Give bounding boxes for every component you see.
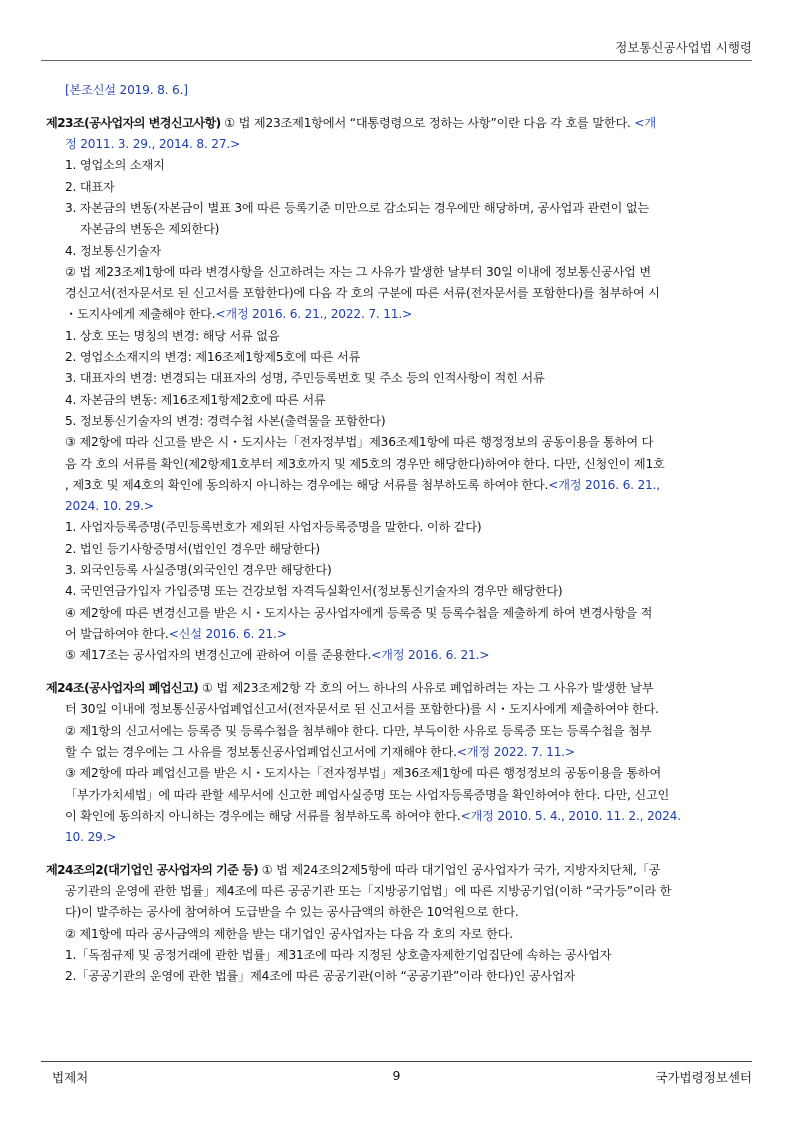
list-item: 1. 사업자등록증명(주민등록번호가 제외된 사업자등록증명을 말한다. 이하 같다)	[65, 520, 482, 535]
article-24-2-paragraph-2: ② 제1항에 따라 공사금액의 제한을 받는 대기업인 공사업자는 다음 각 호의 자로 한다.	[65, 926, 513, 941]
article-23-paragraph-2-cont: 경신고서(전자문서로 된 신고서를 포함한다)에 다음 각 호의 구분에 따른 서류(전자문서를 포함한다)를 첨부하여 시	[65, 286, 660, 301]
list-item: 4. 자본금의 변동: 제16조제1항제2호에 따른 서류	[65, 392, 326, 407]
list-item: 1.「독점규제 및 공정거래에 관한 법률」제31조에 따라 지정된 상호출자제한기업집단에 속하는 공사업자	[65, 948, 612, 963]
amendment-note: <신설 2016. 6. 21.>	[168, 626, 287, 641]
amendment-note: <개정 2016. 6. 21., 2022. 7. 11.>	[215, 307, 413, 322]
amendment-note: <개	[634, 115, 656, 130]
amendment-note: 10. 29.>	[65, 830, 117, 845]
article-24-paragraph-3: ③ 제2항에 따라 폐업신고를 받은 시・도지사는「전자정부법」제36조제1항에 따른 행정정보의 공동이용을 통하여	[65, 766, 662, 781]
footer-publisher: 국가법령정보센터	[655, 1070, 752, 1085]
paragraph-text: ・도지사에게 제출해야 한다.	[65, 307, 216, 322]
amendment-note: <개정 2010. 5. 4., 2010. 11. 2., 2024.	[460, 808, 681, 823]
article-24-2-paragraph-1-cont: 공기관의 운영에 관한 법률」제4조에 따른 공공기관 또는「지방공기업법」에 따른 지방공기업(이하 “국가등”이라 한	[65, 884, 672, 899]
amendment-note: <개정 2022. 7. 11.>	[456, 744, 575, 759]
article-23-paragraph-5	[46, 645, 756, 666]
article-23-heading: 제23조(공사업자의 변경신고사항)	[46, 115, 221, 130]
article-24-heading: 제24조(공사업자의 폐업신고)	[46, 681, 199, 696]
article-23-paragraph-2-cont	[46, 304, 756, 325]
list-item: 4. 국민연금가입자 가입증명 또는 건강보험 자격득실확인서(정보통신기술자의 경우만 해당한다)	[65, 584, 563, 599]
article-24-paragraph-2-cont	[46, 742, 756, 763]
list-item: 3. 자본금의 변동(자본금이 별표 3에 따른 등록기준 미만으로 감소되는 경우에만 해당하며, 공사업과 관련이 없는	[65, 200, 649, 215]
article-23-paragraph-4-cont	[46, 624, 756, 645]
list-item: 2. 법인 등기사항증명서(법인인 경우만 해당한다)	[65, 541, 320, 556]
article-24-2-paragraph-1	[46, 860, 756, 881]
amendment-note: 2024. 10. 29.>	[65, 499, 154, 514]
list-item: 3. 대표자의 변경: 변경되는 대표자의 성명, 주민등록번호 및 주소 등의 인적사항이 적힌 서류	[65, 371, 545, 386]
paragraph-text: , 제3호 및 제4호의 확인에 동의하지 아니하는 경우에는 해당 서류를 첨부하도록 하여야 한다.	[65, 477, 549, 492]
article-24-paragraph-3-cont	[46, 806, 756, 827]
article-23-paragraph-3: ③ 제2항에 따라 신고를 받은 시・도지사는「전자정부법」제36조제1항에 따른 행정정보의 공동이용을 통하여 다	[65, 435, 654, 450]
paragraph-text: 이 확인에 동의하지 아니하는 경우에는 해당 서류를 첨부하도록 하여야 한다.	[65, 808, 461, 823]
article-note: [본조신설 2019. 8. 6.]	[65, 83, 188, 97]
header-divider	[41, 60, 752, 61]
list-item: 5. 정보통신기술자의 변경: 경력수첩 사본(출력물을 포함한다)	[65, 413, 386, 428]
footer-divider	[41, 1061, 752, 1062]
list-item: 2. 대표자	[65, 179, 115, 194]
article-24-paragraph-2: ② 제1항의 신고서에는 등록증 및 등록수첩을 첨부해야 한다. 다만, 부득이한 사유로 등록증 또는 등록수첩을 첨부	[65, 723, 652, 738]
article-24-paragraph-1-cont: 터 30일 이내에 정보통신공사업폐업신고서(전자문서로 된 신고서를 포함한다)를 시・도지사에게 제출하여야 한다.	[65, 702, 659, 717]
article-24-paragraph-3-cont: 「부가가치세법」에 따라 관할 세무서에 신고한 폐업사실증명 또는 사업자등록증명을 확인하여야 한다. 다만, 신고인	[65, 787, 670, 802]
spacer	[46, 667, 756, 679]
list-item: 1. 영업소의 소재지	[65, 158, 165, 173]
article-23-paragraph-1	[46, 113, 756, 134]
article-23-paragraph-4: ④ 제2항에 따른 변경신고를 받은 시・도지사는 공사업자에게 등록증 및 등록수첩을 제출하게 하여 변경사항을 적	[65, 605, 653, 620]
article-23-paragraph-3-cont	[46, 475, 756, 496]
amendment-note: 정 2011. 3. 29., 2014. 8. 27.>	[65, 137, 241, 152]
document-body	[46, 80, 756, 988]
header-title: 정보통신공사업법 시행령	[615, 40, 752, 55]
paragraph-text: 할 수 없는 경우에는 그 사유를 정보통신공사업폐업신고서에 기재해야 한다.	[65, 744, 457, 759]
article-23-paragraph-3-cont: 음 각 호의 서류를 확인(제2항제1호부터 제3호까지 및 제5호의 경우만 해당한다)하여야 한다. 다만, 신청인이 제1호	[65, 456, 665, 471]
list-item: 2. 영업소소재지의 변경: 제16조제1항제5호에 따른 서류	[65, 350, 361, 365]
footer-source: 법제처	[52, 1070, 89, 1085]
article-23-p1-text: ① 법 제23조제1항에서 “대통령령으로 정하는 사항”이란 다음 각 호를 말한다.	[220, 115, 635, 130]
spacer	[46, 101, 756, 113]
list-item-continuation: 자본금의 변동은 제외한다)	[80, 222, 220, 237]
page-number: 9	[392, 1068, 401, 1083]
paragraph-text: 어 발급하여야 한다.	[65, 626, 169, 641]
article-24-paragraph-1	[46, 678, 756, 699]
amendment-note: <개정 2016. 6. 21.>	[371, 648, 490, 663]
list-item: 1. 상호 또는 명칭의 변경: 해당 서류 없음	[65, 328, 280, 343]
article-24-2-paragraph-1-cont: 다)이 발주하는 공사에 참여하여 도급받을 수 있는 공사금액의 하한은 10억원으로 한다.	[65, 905, 519, 920]
article-24-2-heading: 제24조의2(대기업인 공사업자의 기준 등)	[46, 862, 259, 877]
article-23-paragraph-2: ② 법 제23조제1항에 따라 변경사항을 신고하려는 자는 그 사유가 발생한 날부터 30일 이내에 정보통신공사업 변	[65, 264, 652, 279]
list-item: 4. 정보통신기술자	[65, 243, 161, 258]
list-item: 3. 외국인등록 사실증명(외국인인 경우만 해당한다)	[65, 563, 332, 578]
spacer	[46, 848, 756, 860]
list-item: 2.「공공기관의 운영에 관한 법률」제4조에 따른 공공기관(이하 “공공기관”이라 한다)인 공사업자	[65, 969, 576, 984]
paragraph-text: ① 법 제24조의2제5항에 따라 대기업인 공사업자가 국가, 지방자치단체,「공	[258, 862, 661, 877]
paragraph-text: ① 법 제23조제2항 각 호의 어느 하나의 사유로 폐업하려는 자는 그 사유가 발생한 날부	[198, 681, 654, 696]
paragraph-text: ⑤ 제17조는 공사업자의 변경신고에 관하여 이를 준용한다.	[65, 648, 372, 663]
amendment-note: <개정 2016. 6. 21.,	[548, 477, 660, 492]
